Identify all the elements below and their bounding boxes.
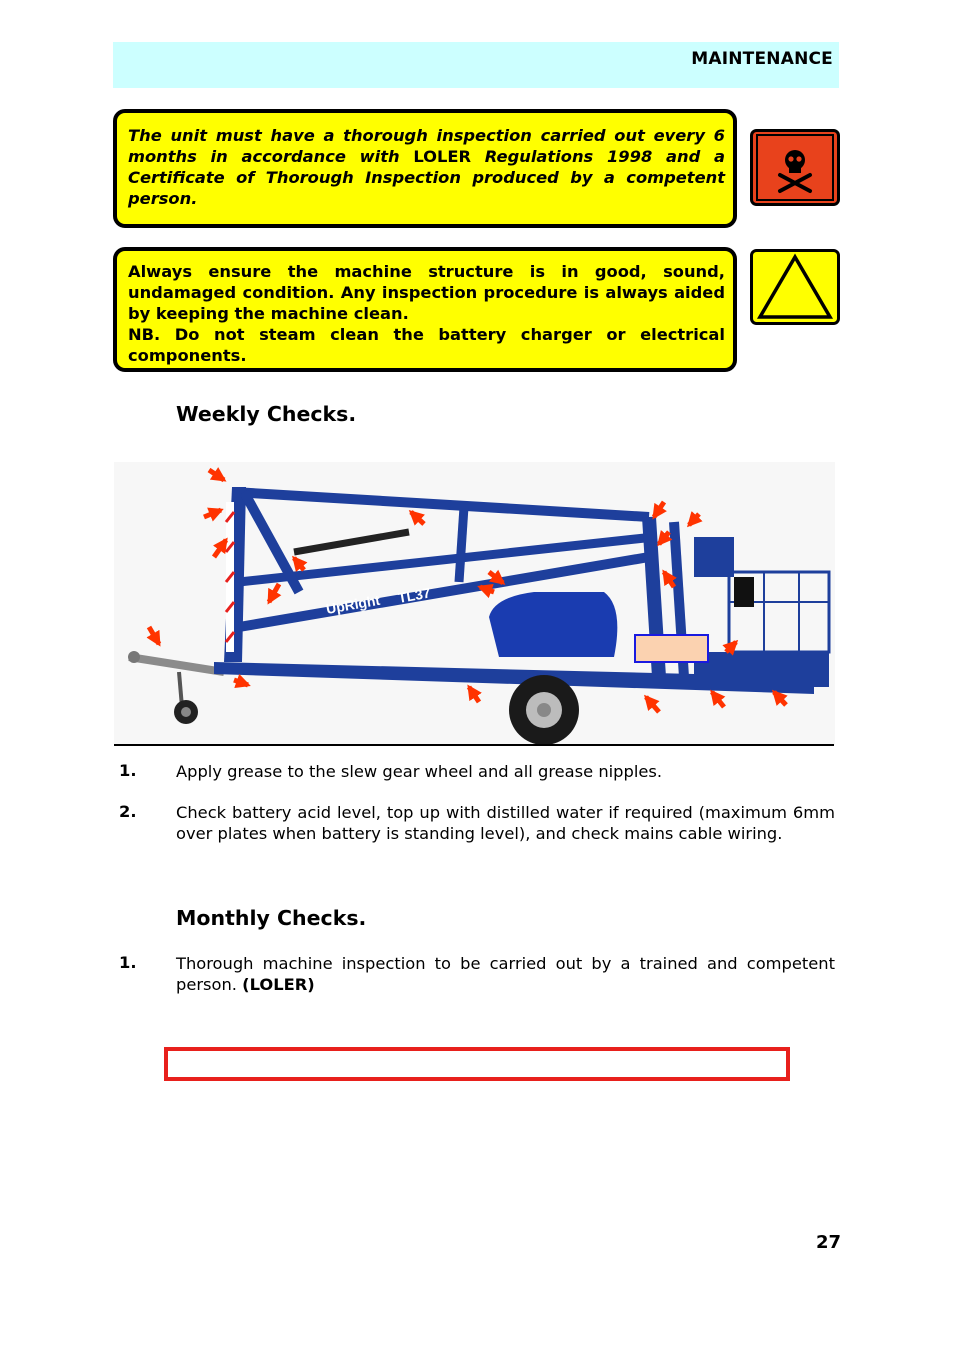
structure-warning-line-1: Always ensure the machine structure is in good, sound, undamaged condition. Any inspection procedure is always aided by keeping the machine clean.	[128, 262, 725, 323]
red-outline-box	[164, 1047, 790, 1081]
monthly-checks-heading: Monthly Checks.	[176, 906, 367, 930]
page-number: 27	[815, 1232, 841, 1253]
structure-warning-box	[113, 247, 737, 372]
weekly-item-text: Apply grease to the slew gear wheel and all grease nipples.	[176, 762, 663, 781]
weekly-item-number: 1.	[119, 761, 137, 780]
inspection-warning-text: The unit must have a thorough inspection carried out every 6 months in accordance with LOLER Regulations 1998 and a Certificate of Thorough Inspection produced by a competent person.	[128, 126, 725, 208]
structure-warning-line-2: NB. Do not steam clean the battery charger or electrical components.	[128, 325, 725, 365]
brand-label: UpRight	[324, 591, 382, 617]
figure-rule	[114, 744, 834, 746]
loler-bold-label: (LOLER)	[242, 975, 315, 994]
section-title: MAINTENANCE	[691, 49, 833, 69]
weekly-item-text: Check battery acid level, top up with distilled water if required (maximum 6mm over plates when battery is standing level), and check mains cable wiring.	[176, 803, 835, 843]
loler-term: LOLER	[413, 147, 472, 166]
weekly-item-number: 2.	[119, 802, 137, 821]
skull-crossbones-icon	[750, 129, 840, 206]
inspection-warning-box	[113, 109, 737, 228]
triangle-warning-icon	[750, 249, 840, 325]
monthly-item-number: 1.	[119, 953, 137, 972]
weekly-checks-heading: Weekly Checks.	[176, 402, 357, 426]
monthly-item-text: Thorough machine inspection to be carried out by a trained and competent person. (LOLER)	[176, 954, 835, 994]
model-label: TL37	[396, 584, 432, 606]
machine-diagram	[114, 462, 835, 745]
